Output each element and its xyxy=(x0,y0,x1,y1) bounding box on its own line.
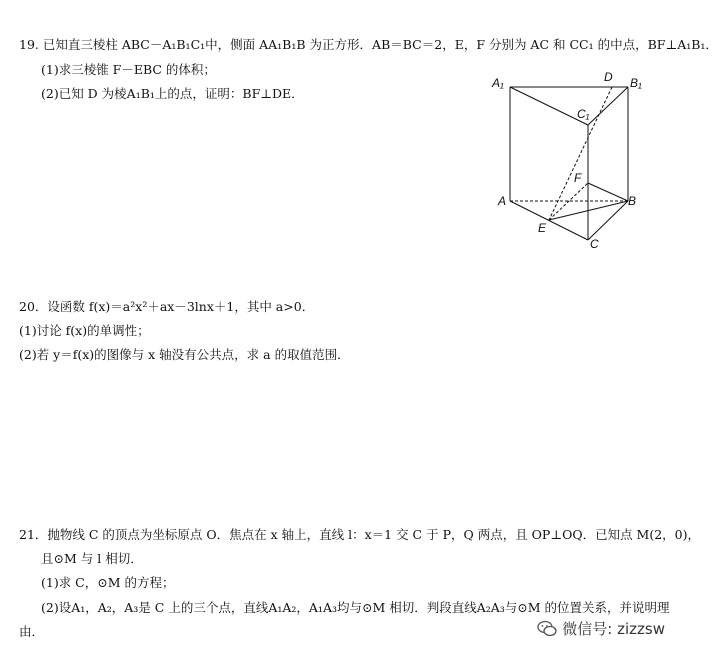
q21-stem-line1: 21．抛物线 C 的顶点为坐标原点 O．焦点在 x 轴上，直线 l：x＝1 交 C 于 P，Q 两点，且 OP⊥OQ．已知点 M(2，0)， xyxy=(19,527,701,542)
q19-part1: (1)求三棱锥 F－EBC 的体积； xyxy=(41,62,216,77)
label-C: C xyxy=(590,237,599,251)
edge-A-C xyxy=(510,201,588,240)
label-A: A xyxy=(498,194,507,208)
label-D: D xyxy=(604,70,613,84)
q19-part2: (2)已知 D 为棱A₁B₁上的点，证明：BF⊥DE． xyxy=(41,86,304,101)
q21-part1: (1)求 C，⊙M 的方程； xyxy=(41,575,175,590)
edge-C1-B1 xyxy=(588,87,628,125)
watermark-text: 微信号: zizzsw xyxy=(562,620,665,638)
watermark xyxy=(537,618,665,639)
label-B: B xyxy=(628,194,637,208)
label-E: E xyxy=(538,221,547,235)
wechat-icon xyxy=(537,620,557,638)
label-F: F xyxy=(574,171,582,185)
label-B1: B₁ xyxy=(630,76,642,90)
label-C1: C₁ xyxy=(577,107,590,121)
q21-stem-line2: 且⊙M 与 l 相切． xyxy=(41,551,143,566)
seg-F-B xyxy=(588,183,628,201)
q21-part2-line1: (2)设A₁，A₂，A₃是 C 上的三个点，直线A₁A₂，A₁A₃均与⊙M 相切．判段直线A₂A₃与⊙M 的位置关系，并说明理 xyxy=(41,600,670,615)
label-A1: A₁ xyxy=(492,76,504,90)
q19-stem: 19. 已知直三棱柱 ABC－A₁B₁C₁中，侧面 AA₁B₁B 为正方形．AB＝BC＝2，E，F 分别为 AC 和 CC₁ 的中点，BF⊥A₁B₁． xyxy=(19,37,718,52)
q20-part1: (1)讨论 f(x)的单调性； xyxy=(19,323,150,338)
q20-stem: 20．设函数 f(x)＝a²x²＋ax－3lnx＋1，其中 a>0． xyxy=(19,299,315,314)
q20-part2: (2)若 y＝f(x)的图像与 x 轴没有公共点，求 a 的取值范围． xyxy=(19,347,350,362)
prism-figure xyxy=(490,70,640,250)
q21-part2-line2: 由． xyxy=(19,624,45,639)
edge-C-B xyxy=(588,201,628,240)
